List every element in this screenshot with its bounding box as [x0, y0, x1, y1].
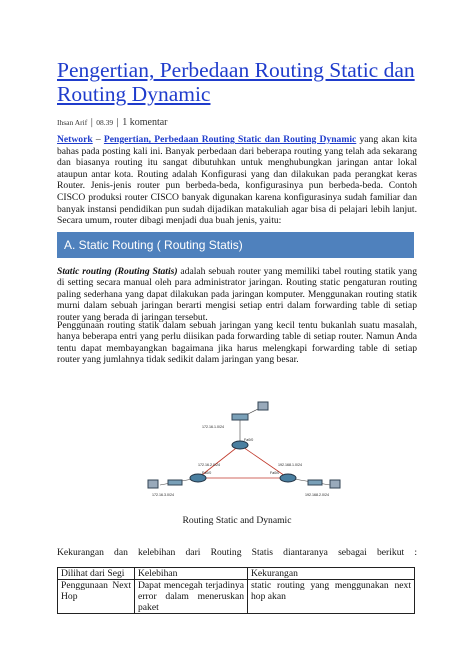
left-net-label: 172.16.2.0/24	[198, 463, 220, 467]
top-switch-icon	[232, 414, 248, 420]
table-cell: Penggunaan Next Hop	[58, 580, 135, 614]
article-title[interactable]: Pengertian, Perbedaan Routing Static dan Routing Dynamic	[57, 58, 415, 106]
left-pc-icon	[148, 480, 158, 488]
static-routing-paragraph-2: Penggunaan routing statik dalam sebuah jaringan yang kecil tentu bukanlah suatu masalah, hanya beberapa entri yang perlu diisikan pada forwarding table di setiap router. Namun Anda tentu dapat membayangkan bagaimana jika harus melengkapi forwarding table di setiap router yang jumlahnya tidak sedikit dalam jaringan yang besar.	[57, 320, 417, 366]
comment-count[interactable]: 1 komentar	[122, 117, 168, 128]
left-bottom-label: 172.16.3.0/24	[152, 493, 174, 497]
table-cell: Dapat mencegah terjadinya error dalam meneruskan paket	[135, 580, 248, 614]
table-header: Kekurangan	[248, 568, 415, 580]
intro-text: yang akan kita bahas pada posting kali ini. Banyak perbedaan dari beberapa routing yang telah ada sekarang dan biasanya routing itu sangat dibutuhkan untuk menghubungkan jaringan antar lokal ataupun antar kota. Routing adalah Konfigurasi yang dan dilakukan pada perangkat keras Router. Jenis-jenis router pun berbeda-beda, konfigurasinya pun berbeda-beda. Contoh CISCO produksi router CISCO banyak digunakan karena konfigurasinya sudah familiar dan banyak instansi pendidikan pun sudah dijadikan matakuliah agar bisa di pelajari lebih lanjut. Secara umum, router dibagi menjadi dua buah jenis, yaitu:	[57, 134, 418, 227]
left-router-icon	[190, 474, 206, 482]
top-router-icon	[232, 441, 248, 449]
figure-caption: Routing Static and Dynamic	[182, 515, 292, 526]
intro-paragraph	[57, 134, 417, 227]
table-cell: static routing yang menggunakan next hop akan	[248, 580, 415, 614]
right-router-label: Fa0/0	[270, 471, 280, 475]
title-link[interactable]: Pengertian, Perbedaan Routing Static dan Routing Dynamic	[103, 134, 357, 145]
table-header-row	[58, 568, 415, 580]
static-routing-paragraph	[57, 266, 417, 323]
table-row	[58, 580, 415, 614]
right-router-icon	[280, 474, 296, 482]
right-bottom-label: 192.168.2.0/24	[305, 493, 329, 497]
right-pc-icon	[330, 480, 340, 488]
right-net-label: 192.168.1.0/24	[278, 463, 302, 467]
top-net-label: 172.16.1.0/24	[202, 425, 224, 429]
dash: –	[92, 134, 104, 145]
network-link[interactable]: Network	[57, 134, 93, 145]
post-time: 08.39	[96, 118, 114, 127]
right-switch-icon	[308, 480, 322, 485]
top-pc-icon	[258, 402, 268, 410]
p1-text: adalah sebuah router yang memiliki tabel routing statik yang di setting secara manual oleh para administrator jaringan. Routing static pengaturan routing paling sederhana yang dapat dilakukan pada jaringan komputer. Menggunakan routing statik murni dalam sebuah jaringan berarti mengisi setiap entri dalam forwarding table di setiap router yang berada di jaringan tersebut.	[57, 266, 417, 323]
top-router-label: Fa0/0	[244, 438, 254, 442]
table-header: Dilihat dari Segi	[58, 568, 135, 580]
comparison-table	[57, 567, 415, 614]
left-router-label: Fa0/0	[202, 471, 212, 475]
left-switch-icon	[168, 480, 182, 485]
table-header: Kelebihan	[135, 568, 248, 580]
post-meta: Ihsan Arif │ 08.39 │ 1 komentar	[57, 117, 168, 128]
section-heading: A. Static Routing ( Routing Statis)	[57, 232, 414, 258]
comparison-intro: Kekurangan dan kelebihan dari Routing Statis diantaranya sebagai berikut :	[57, 547, 417, 558]
author[interactable]: Ihsan Arif	[57, 118, 88, 127]
network-diagram	[140, 400, 350, 500]
static-routing-term: Static routing (Routing Statis)	[57, 266, 178, 277]
